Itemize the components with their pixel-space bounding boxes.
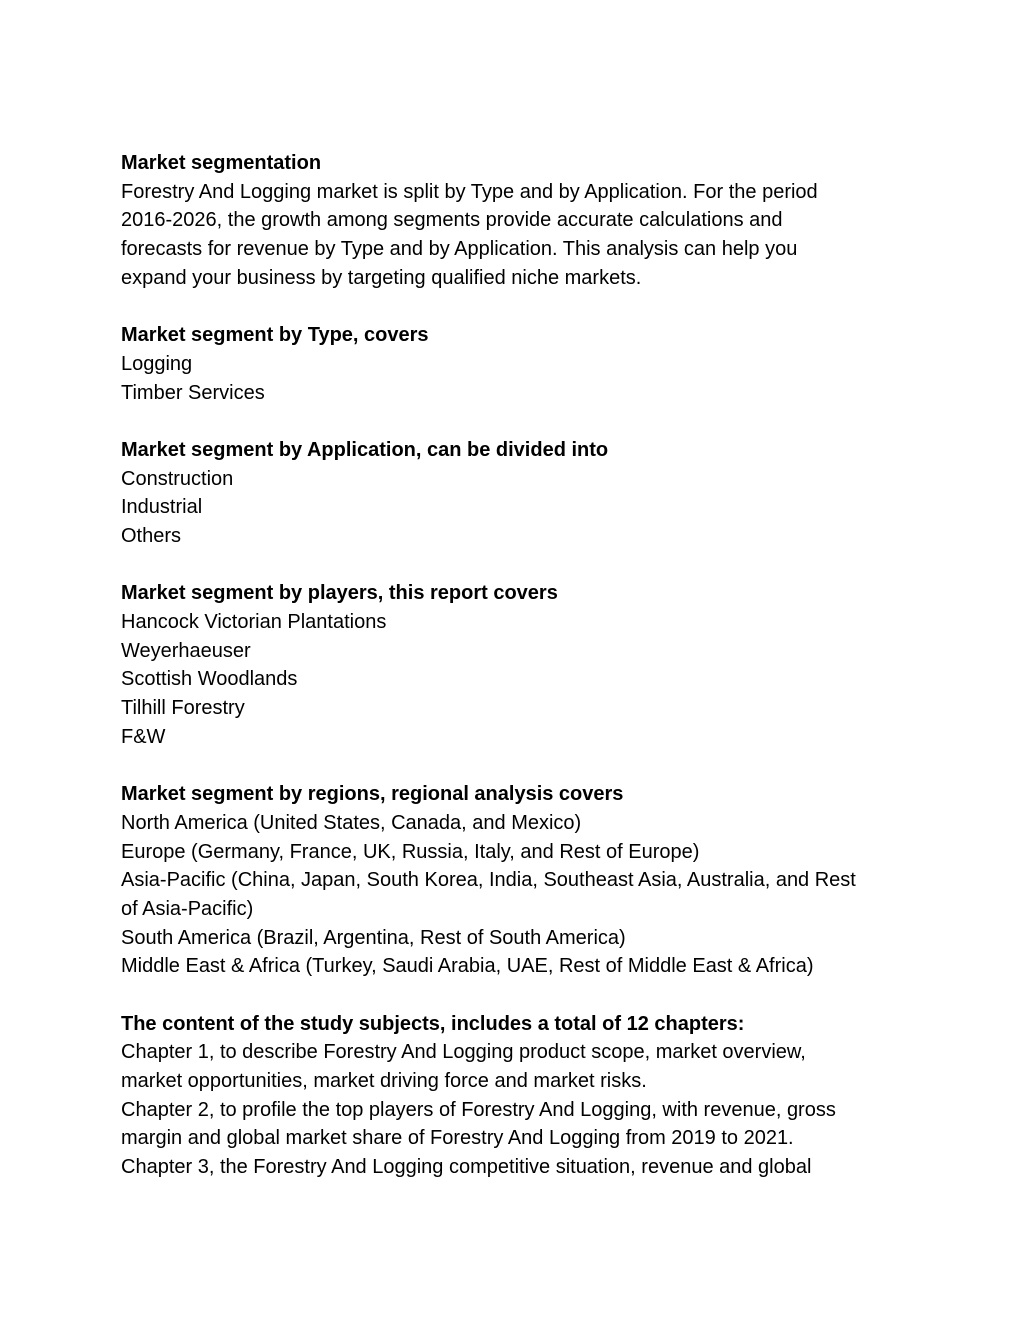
paragraph-line: 2016-2026, the growth among segments provide accurate calculations and <box>121 209 783 232</box>
list-item: Construction <box>121 467 234 490</box>
list-item: South America (Brazil, Argentina, Rest of South America) <box>121 926 626 949</box>
section-heading: Market segment by Application, can be divided into <box>121 438 609 461</box>
type-section <box>121 321 901 407</box>
list-item: Hancock Victorian Plantations <box>121 611 387 633</box>
section-heading: Market segment by Type, covers <box>121 324 429 347</box>
blank-line <box>121 751 901 780</box>
section-heading: Market segmentation <box>121 152 322 174</box>
section-heading: Market segment by players, this report covers <box>121 582 558 605</box>
list-item: Asia-Pacific (China, Japan, South Korea, India, Southeast Asia, Australia, and Rest <box>121 869 856 892</box>
paragraph-line: Chapter 2, to profile the top players of Forestry And Logging, with revenue, gross <box>121 1098 836 1121</box>
paragraph-line: Chapter 3, the Forestry And Logging competitive situation, revenue and global <box>121 1156 812 1179</box>
blank-line <box>121 981 901 1010</box>
regions-section <box>121 780 901 981</box>
list-item: Logging <box>121 352 193 375</box>
blank-line <box>121 551 901 580</box>
blank-line <box>121 407 901 436</box>
paragraph-line: expand your business by targeting qualified niche markets. <box>121 266 642 289</box>
paragraph-line: forecasts for revenue by Type and by Application. This analysis can help you <box>121 238 798 261</box>
paragraph-line: Chapter 1, to describe Forestry And Logging product scope, market overview, <box>121 1041 806 1064</box>
section-heading: The content of the study subjects, includes a total of 12 chapters: <box>121 1012 745 1035</box>
list-item: Industrial <box>121 496 203 519</box>
blank-line <box>121 292 901 321</box>
list-item: Middle East & Africa (Turkey, Saudi Arabia, UAE, Rest of Middle East & Africa) <box>121 955 814 978</box>
list-item: F&W <box>121 725 166 748</box>
list-item: North America (United States, Canada, and Mexico) <box>121 811 582 834</box>
content-section <box>121 1010 901 1182</box>
list-item: of Asia-Pacific) <box>121 897 254 920</box>
list-item: Scottish Woodlands <box>121 668 298 691</box>
list-item: Tilhill Forestry <box>121 697 245 720</box>
list-item: Europe (Germany, France, UK, Russia, Italy, and Rest of Europe) <box>121 840 700 863</box>
document-page <box>121 149 901 1182</box>
paragraph-line: margin and global market share of Forestry And Logging from 2019 to 2021. <box>121 1127 794 1150</box>
list-item: Weyerhaeuser <box>121 639 251 662</box>
list-item: Timber Services <box>121 381 265 404</box>
section-heading: Market segment by regions, regional analysis covers <box>121 783 624 806</box>
segmentation-section <box>121 149 901 292</box>
list-item: Others <box>121 524 182 547</box>
paragraph-line: Forestry And Logging market is split by Type and by Application. For the period <box>121 180 818 203</box>
application-section <box>121 436 901 551</box>
players-section <box>121 579 901 751</box>
paragraph-line: market opportunities, market driving force and market risks. <box>121 1070 647 1092</box>
